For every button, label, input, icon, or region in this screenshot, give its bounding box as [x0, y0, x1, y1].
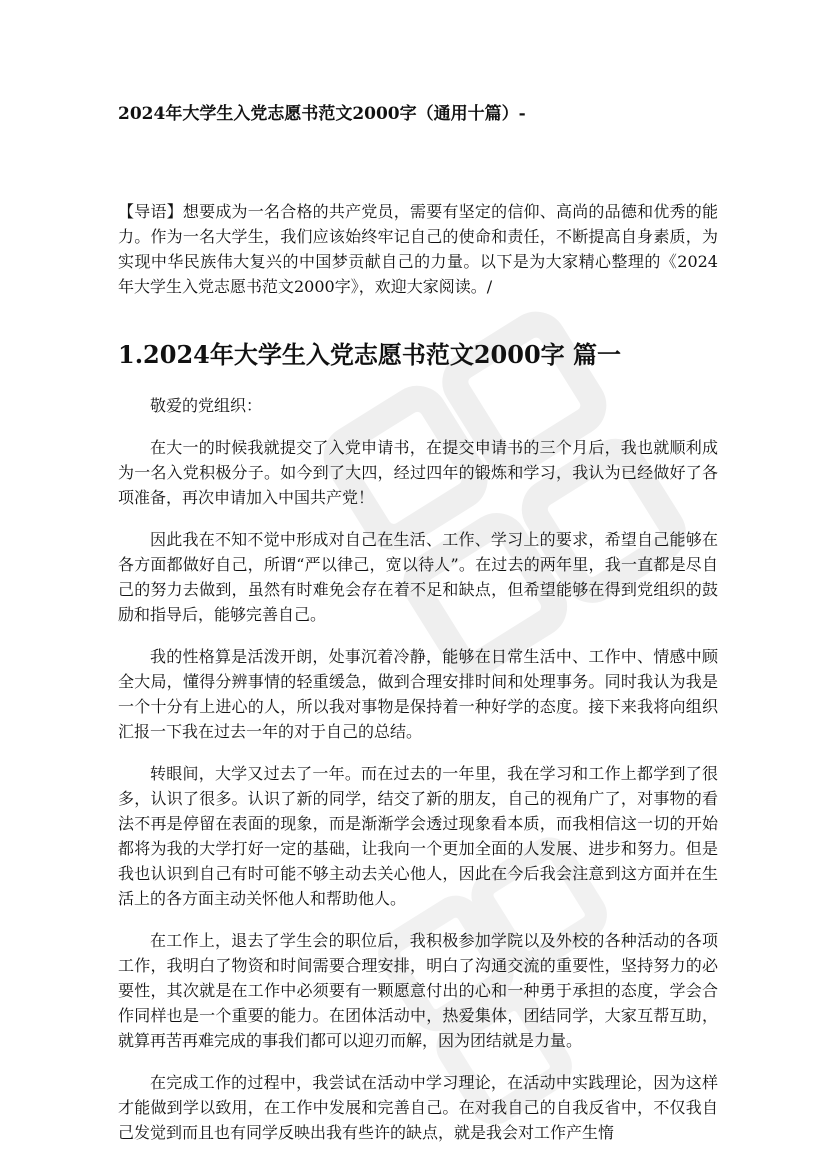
body-paragraph: 在完成工作的过程中，我尝试在活动中学习理论，在活动中实践理论，因为这样才能做到学以致用，在工作中发展和完善自己。在对我自己的自我反省中，不仅我自己发觉到而且也有同学反映出我有些许的缺点，就是我会对工作产生惰: [118, 1073, 718, 1142]
intro-paragraph: 【导语】想要成为一名合格的共产党员，需要有坚定的信仰、高尚的品德和优秀的能力。作为一名大学生，我们应该始终牢记自己的使命和责任，不断提高自身素质，为实现中华民族伟大复兴的中国梦贡献自己的力量。以下是为大家精心整理的《2024年大学生入党志愿书范文2000字》，欢迎大家阅读。/: [118, 202, 718, 296]
document-title: 2024年大学生入党志愿书范文2000字（通用十篇）-: [118, 104, 526, 124]
body-paragraph: 我的性格算是活泼开朗，处事沉着冷静，能够在日常生活中、工作中、情感中顾全大局，懂得分辨事情的轻重缓急，做到合理安排时间和处理事务。同时我认为我是一个十分有上进心的人，所以我对事物是保持着一种好学的态度。接下来我将向组织汇报一下我在过去一年的对于自己的总结。: [118, 647, 718, 741]
body-paragraph: 在大一的时候我就提交了入党申请书，在提交申请书的三个月后，我也就顺利成为一名入党积极分子。如今到了大四，经过四年的锻炼和学习，我认为已经做好了各项准备，再次申请加入中国共产党！: [118, 438, 718, 507]
body-paragraph: 转眼间，大学又过去了一年。而在过去的一年里，我在学习和工作上都学到了很多，认识了很多。认识了新的同学，结交了新的朋友，自己的视角广了，对事物的看法不再是停留在表面的现象，而是渐渐学会透过现象看本质，而我相信这一切的开始都将为我的大学打好一定的基础，让我向一个更加全面的人发展、进步和努力。但是我也认识到自己有时可能不够主动去关心他人，因此在今后我会注意到这方面并在生活上的各方面主动关怀他人和帮助他人。: [118, 764, 718, 908]
section-heading: 1.2024年大学生入党志愿书范文2000字 篇一: [118, 340, 622, 369]
body-paragraph: 在工作上，退去了学生会的职位后，我积极参加学院以及外校的各种活动的各项工作，我明白了物资和时间需要合理安排，明白了沟通交流的重要性，坚持努力的必要性，其次就是在工作中必须要有一颗愿意付出的心和一种勇于承担的态度，学会合作同样也是一个重要的能力。在团体活动中，热爱集体，团结同学，大家互帮互助，就算再苦再难完成的事我们都可以迎刃而解，因为团结就是力量。: [118, 931, 718, 1050]
body-paragraph: 因此我在不知不觉中形成对自己在生活、工作、学习上的要求，希望自己能够在各方面都做好自己，所谓“严以律己，宽以待人”。在过去的两年里，我一直都是尽自己的努力去做到，虽然有时难免会存在着不足和缺点，但希望能够在得到党组织的鼓励和指导后，能够完善自己。: [118, 530, 718, 624]
letter-body: [118, 393, 718, 1162]
salutation: 敬爱的党组织：: [150, 396, 263, 415]
